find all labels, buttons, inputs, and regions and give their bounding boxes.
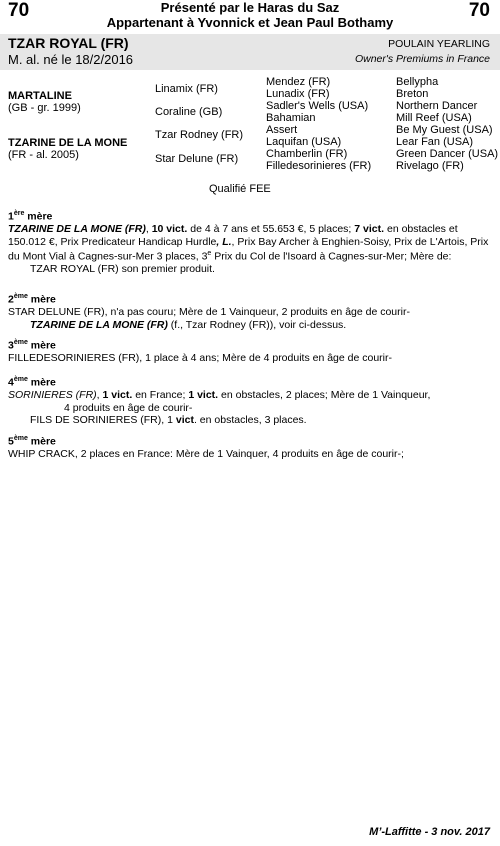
third-dam-text: FILLEDESORINIERES (FR), 1 place à 4 ans; Mère de 4 produits en âge de courir- [8,352,393,364]
fifth-dam-text: WHIP CRACK, 2 places en France: Mère de 1 Vainquer, 4 produits en âge de courir-; [8,448,404,460]
second-dam-title: 2ème mère [8,293,56,306]
fifth-dam-title: 5ème mère [8,435,56,448]
owner-line: Appartenant à Yvonnick et Jean Paul Bothamy [106,15,394,30]
pedigree-gen3-item: Lunadix (FR) [266,88,330,100]
second-dam-text: STAR DELUNE (FR), n'a pas couru; Mère de 1 Vainqueur, 2 produits en âge de courir- [8,306,410,318]
lot-number-right: 70 [468,0,490,21]
pedigree-gen2-1: Linamix (FR) [155,83,218,95]
third-dam-section [8,337,494,365]
qualification-note: Qualifié FEE [209,183,271,195]
pedigree-gen2-4: Star Delune (FR) [155,153,239,165]
pedigree-gen4-item: Be My Guest (USA) [396,124,493,136]
pedigree-gen4-item: Breton [396,88,429,100]
dam-name: TZARINE DE LA MONE [8,137,128,149]
sire-info: (GB - gr. 1999) [8,102,81,114]
first-dam-title: 1ère mère [8,210,53,223]
pedigree-gen3-item: Bahamian [266,112,316,124]
fourth-dam-produce: FILS DE SORINIERES (FR), 1 vict. en obstacles, 3 places. [30,414,307,426]
horse-category: POULAIN YEARLING [388,38,490,50]
second-dam-produce: TZARINE DE LA MONE (FR) (f., Tzar Rodney (FR)), voir ci-dessus. [30,318,347,331]
pedigree-gen4 [396,76,498,172]
lot-number-left: 70 [8,0,30,21]
footer-sale-date: M’-Laffitte - 3 nov. 2017 [369,826,490,838]
pedigree-gen4-item: Mill Reef (USA) [396,112,472,124]
horse-description: M. al. né le 18/2/2016 [8,52,134,67]
first-dam-section [8,208,494,276]
premiums-note: Owner's Premiums in France [354,53,490,65]
fourth-dam-text: SORINIERES (FR), 1 vict. en France; 1 vict. en obstacles, 2 places; Mère de 1 Vainqueur, [8,389,431,401]
pedigree-gen2-3: Tzar Rodney (FR) [155,129,244,141]
pedigree-gen4-item: Green Dancer (USA) [396,148,499,160]
pedigree-sire [8,90,81,114]
pedigree-gen4-item: Lear Fan (USA) [396,136,474,148]
sire-name: MARTALINE [8,90,72,102]
pedigree-gen4-item: Bellypha [396,76,439,88]
third-dam-title: 3ème mère [8,339,56,352]
first-dam-name: TZARINE DE LA MONE (FR) [8,223,146,235]
pedigree-gen2-2: Coraline (GB) [155,106,223,118]
pedigree-gen3-item: Filledesorinieres (FR) [266,160,372,172]
fourth-dam-text-cont: 4 produits en âge de courir- [64,401,193,414]
pedigree-gen3-item: Assert [266,124,298,136]
fourth-dam-title: 4ème mère [8,376,56,389]
first-dam-text: TZARINE DE LA MONE (FR), 10 vict. de 4 à 7 ans et 55.653 €, 5 places; 7 vict. en obstacles et 150.012 €, Prix Predicateur Handicap Hurdle, L., Prix Bay Archer à Enghien-Soisy, Prix de L'Artois, Prix du Mont Vial à Cagnes-sur-Mer 3 places, 3e Prix du Col de l'Isoard à Cagnes-sur-Mer; Mère de: [8,223,489,263]
horse-name: TZAR ROYAL (FR) [8,35,129,51]
fourth-dam-section [8,374,494,427]
second-dam-section [8,291,494,331]
pedigree-gen4-item: Northern Dancer [396,100,478,112]
pedigree-gen3-item: Mendez (FR) [266,76,331,88]
pedigree-dam [8,137,127,161]
fifth-dam-section [8,433,494,461]
pedigree-gen4-item: Rivelago (FR) [396,160,464,172]
presenter-line: Présenté par le Haras du Saz [160,0,340,15]
dam-info: (FR - al. 2005) [8,149,79,161]
pedigree-gen3-item: Laquifan (USA) [266,136,342,148]
first-dam-produce: TZAR ROYAL (FR) son premier produit. [30,263,215,275]
pedigree-gen3-item: Chamberlin (FR) [266,148,348,160]
pedigree-gen3-item: Sadler's Wells (USA) [266,100,369,112]
pedigree-gen3 [266,76,371,172]
